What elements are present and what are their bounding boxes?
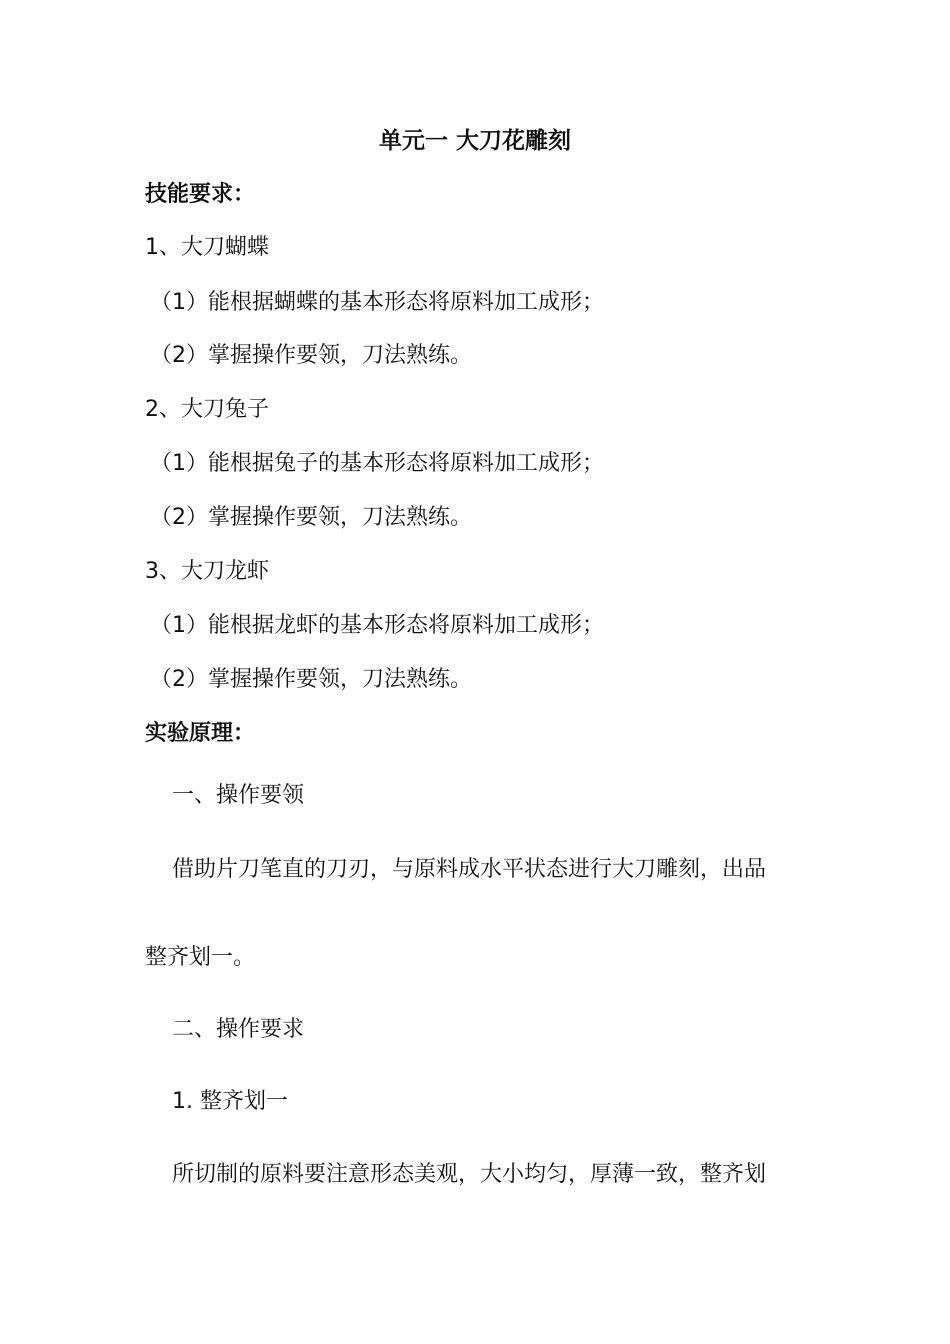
- subsection-title: 1. 整齐划一: [172, 1089, 288, 1114]
- skill-point: （2）掌握操作要领，刀法熟练。: [150, 667, 472, 692]
- principle-heading: 实验原理：: [145, 721, 256, 746]
- skill-point: （2）掌握操作要领，刀法熟练。: [150, 505, 472, 530]
- section-title-essentials: 一、操作要领: [172, 783, 305, 808]
- paragraph-line: 整齐划一。: [145, 945, 256, 970]
- skill-item-lobster: 3、大刀龙虾: [145, 559, 269, 584]
- paragraph-line: 借助片刀笔直的刀刃，与原料成水平状态进行大刀雕刻，出品: [172, 857, 767, 882]
- skill-point: （1）能根据龙虾的基本形态将原料加工成形；: [150, 613, 604, 638]
- skill-point: （1）能根据蝴蝶的基本形态将原料加工成形；: [150, 290, 604, 315]
- paragraph-line: 所切制的原料要注意形态美观，大小均匀，厚薄一致，整齐划: [172, 1162, 767, 1187]
- skill-point: （1）能根据兔子的基本形态将原料加工成形；: [150, 451, 604, 476]
- skills-heading: 技能要求：: [145, 182, 256, 207]
- page-title: 单元一 大刀花雕刻: [378, 128, 571, 154]
- skill-point: （2）掌握操作要领，刀法熟练。: [150, 343, 472, 368]
- skill-item-butterfly: 1、大刀蝴蝶: [145, 235, 269, 260]
- section-title-requirements: 二、操作要求: [172, 1017, 305, 1042]
- skill-item-rabbit: 2、大刀兔子: [145, 397, 269, 422]
